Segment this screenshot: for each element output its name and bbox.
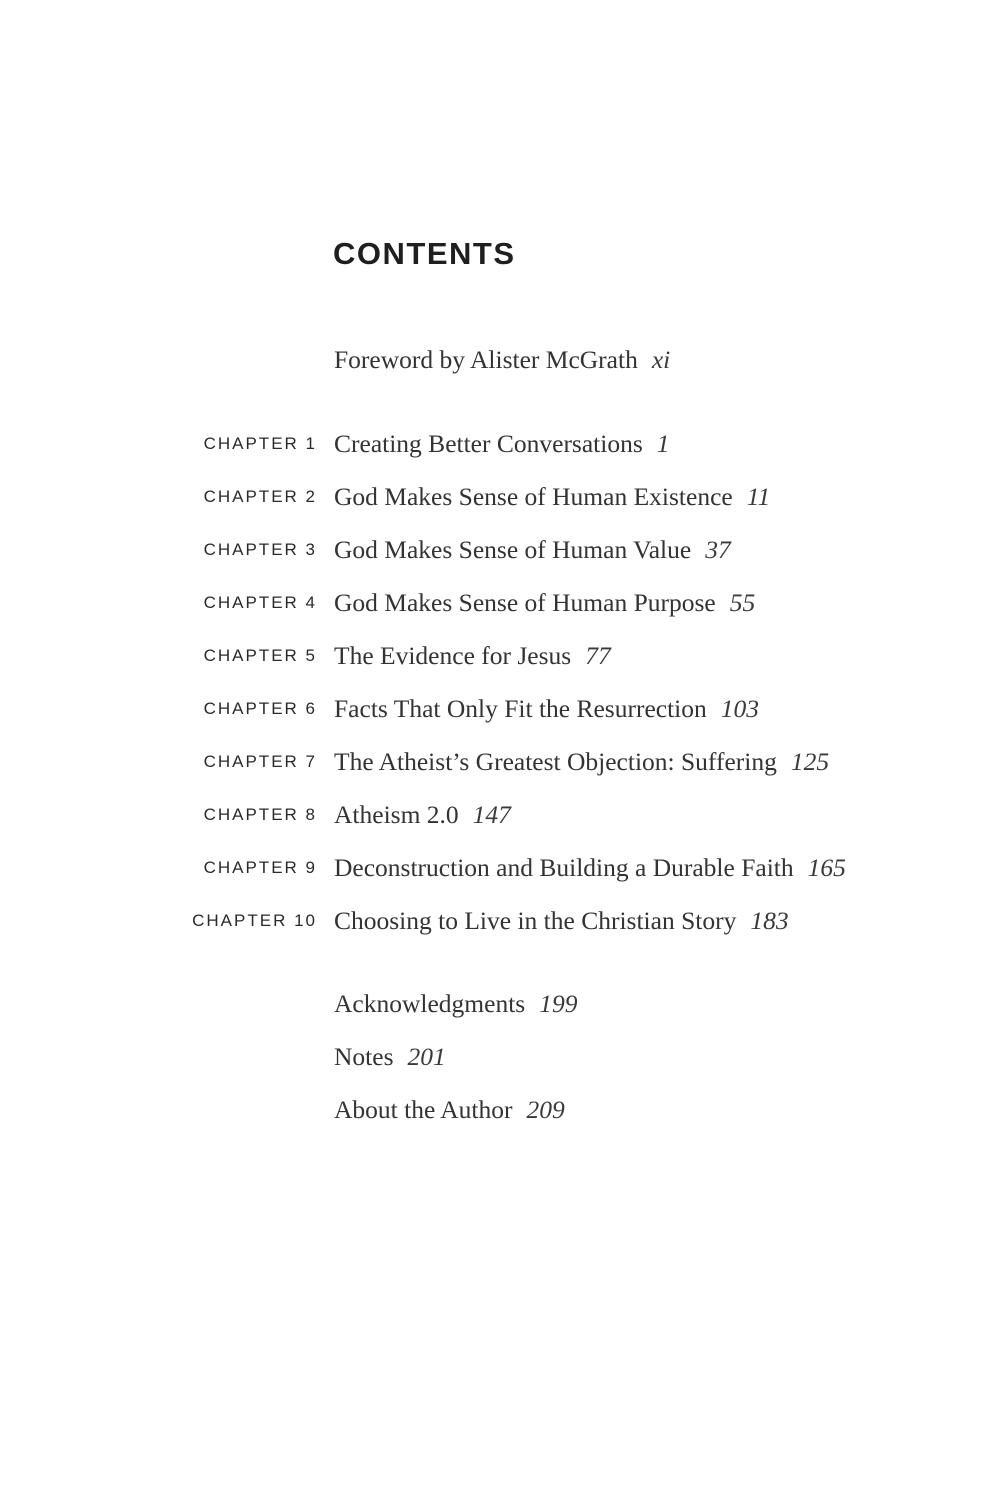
- entry-title: Atheism 2.0: [334, 800, 459, 829]
- entry-text: [334, 742, 829, 782]
- entry-title: Acknowledgments: [334, 989, 526, 1018]
- chapter-label: CHAPTER 4: [203, 593, 317, 612]
- entry-page-number: 37: [705, 535, 731, 564]
- entry-page-number: 11: [746, 482, 771, 511]
- entry-text: [334, 340, 670, 380]
- chapter-label: CHAPTER 6: [203, 699, 317, 718]
- entry-text: [334, 901, 789, 941]
- entry-title: God Makes Sense of Human Value: [334, 535, 692, 564]
- entry-title: About the Author: [334, 1095, 513, 1124]
- toc-entry-chapter-1[interactable]: [0, 424, 1000, 464]
- entry-text: [334, 984, 577, 1024]
- entry-text: [334, 636, 611, 676]
- entry-title: Choosing to Live in the Christian Story: [334, 906, 737, 935]
- chapter-label: CHAPTER 3: [203, 540, 317, 559]
- entry-text: [334, 424, 670, 464]
- entry-page-number: 183: [750, 906, 789, 935]
- entry-page-number: 103: [720, 694, 760, 723]
- entry-text: [334, 848, 846, 888]
- entry-page-number: 209: [526, 1095, 565, 1124]
- page-title: CONTENTS: [333, 236, 516, 271]
- chapter-label: CHAPTER 10: [192, 911, 317, 930]
- chapter-label: CHAPTER 9: [203, 858, 317, 877]
- entry-text: [334, 1037, 446, 1077]
- entry-title: God Makes Sense of Human Existence: [334, 482, 733, 511]
- chapter-label: CHAPTER 8: [203, 805, 317, 824]
- chapter-label: CHAPTER 7: [203, 752, 317, 771]
- toc-entry-chapter-7[interactable]: [0, 742, 1000, 782]
- toc-entry-chapter-9[interactable]: [0, 848, 1000, 888]
- entry-page-number: 201: [407, 1042, 446, 1071]
- entry-page-number: 77: [585, 641, 611, 670]
- toc-entry-chapter-10[interactable]: [0, 901, 1000, 941]
- toc-entry-chapter-5[interactable]: [0, 636, 1000, 676]
- entry-title: Creating Better Conversations: [334, 429, 643, 458]
- toc-entry-foreword[interactable]: [0, 340, 1000, 380]
- toc-entry-chapter-4[interactable]: [0, 583, 1000, 623]
- entry-text: [334, 795, 511, 835]
- entry-title: The Evidence for Jesus: [334, 641, 572, 670]
- entry-title: Deconstruction and Building a Durable Faith: [334, 853, 794, 882]
- entry-text: [334, 583, 755, 623]
- toc-entry-chapter-3[interactable]: [0, 530, 1000, 570]
- entry-title: Notes: [334, 1042, 394, 1071]
- entry-text: [334, 477, 770, 517]
- entry-text: [334, 1090, 565, 1130]
- chapter-label: CHAPTER 5: [203, 646, 317, 665]
- entry-page-number: 1: [656, 429, 670, 458]
- chapter-label: CHAPTER 1: [203, 434, 317, 453]
- toc-entry-chapter-8[interactable]: [0, 795, 1000, 835]
- toc-entry-about-the-author[interactable]: [0, 1090, 1000, 1130]
- toc-entry-acknowledgments[interactable]: [0, 984, 1000, 1024]
- toc-entry-notes[interactable]: [0, 1037, 1000, 1077]
- toc-entry-chapter-2[interactable]: [0, 477, 1000, 517]
- entry-title: God Makes Sense of Human Purpose: [334, 588, 716, 617]
- entry-title: Facts That Only Fit the Resurrection: [334, 694, 707, 723]
- entry-page-number: 199: [539, 989, 578, 1018]
- toc-entry-chapter-6[interactable]: [0, 689, 1000, 729]
- chapter-label: CHAPTER 2: [203, 487, 317, 506]
- entry-title: The Atheist’s Greatest Objection: Suffering: [334, 747, 777, 776]
- entry-page-number: 55: [729, 588, 756, 617]
- entry-title: Foreword by Alister McGrath: [334, 345, 638, 374]
- entry-text: [334, 689, 759, 729]
- entry-text: [334, 530, 731, 570]
- entry-page-number: 125: [790, 747, 830, 776]
- entry-page-number: 165: [807, 853, 846, 882]
- entry-page-number: xi: [651, 345, 671, 374]
- entry-page-number: 147: [472, 800, 511, 829]
